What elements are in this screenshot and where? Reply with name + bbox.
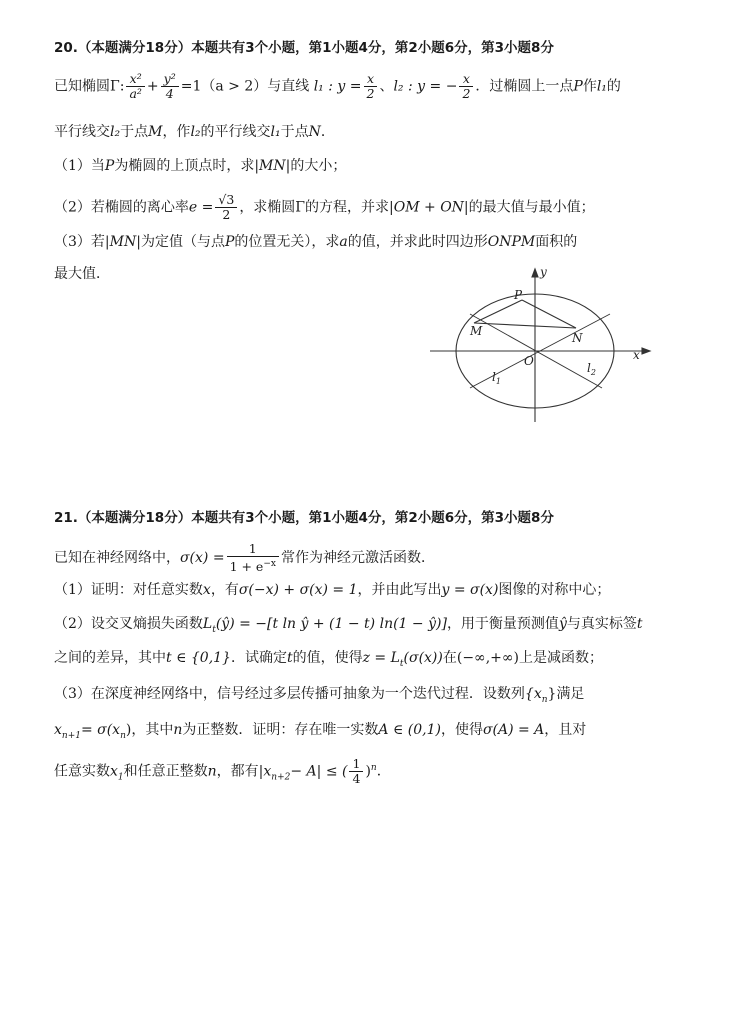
frac-den: 2 xyxy=(222,207,231,222)
frac-x-2 xyxy=(364,72,378,101)
t: （3）在深度神经网络中，信号经过多层传播可抽象为一个迭代过程．设数列 xyxy=(54,686,525,702)
quad-onpm: ONPM xyxy=(487,234,536,250)
frac-den: 4 xyxy=(352,771,361,786)
t: ，其中 xyxy=(131,722,174,738)
l2-sub: 2 xyxy=(590,368,596,377)
loss-l: L xyxy=(202,616,213,632)
t: 的平行线交 xyxy=(200,124,271,140)
q20-l1-eq: =1（a > 2）与直线 xyxy=(180,78,310,95)
q20-part3 xyxy=(54,232,693,252)
q20-part1 xyxy=(54,156,693,176)
rec-close: ) xyxy=(125,722,132,738)
l2-letter: l xyxy=(587,361,591,375)
z-sub: t xyxy=(399,658,404,669)
t: 于点 xyxy=(280,124,309,140)
label-l2 xyxy=(587,361,596,377)
t: ． xyxy=(320,124,335,140)
z-arg: (σ(x)) xyxy=(403,650,443,666)
t: ，有 xyxy=(210,582,239,598)
y-axis-arrow xyxy=(532,269,538,277)
t: 的大小； xyxy=(290,158,347,174)
var-n: n xyxy=(207,763,217,780)
t: 的值，并求此时四边形 xyxy=(347,234,488,250)
q21-part3-cont2 xyxy=(54,757,693,787)
ecc: e = xyxy=(188,199,214,216)
label-x: x xyxy=(633,348,640,362)
segment-pm xyxy=(474,300,522,323)
t: ，都有 xyxy=(216,763,259,780)
q20-l1-c: ．过椭圆上一点 xyxy=(475,78,574,95)
var-n: n xyxy=(173,722,183,738)
rec-sub1: n+1 xyxy=(61,730,81,741)
frac-y2-4 xyxy=(161,72,179,101)
frac-den: 2 xyxy=(462,86,471,101)
q21-header: 21.（本题满分18分）本题共有3个小题，第1小题4分，第2小题6分，第3小题8分 xyxy=(54,510,554,526)
q20-header: 20.（本题满分18分）本题共有3个小题，第1小题4分，第2小题6分，第3小题8分 xyxy=(54,40,554,56)
t: （1）当 xyxy=(54,158,105,174)
exp-n: n xyxy=(370,762,377,773)
frac-x2-a2 xyxy=(126,72,144,101)
var-l1: l₁ xyxy=(596,78,607,95)
frac-den xyxy=(227,557,279,574)
t: ，使得 xyxy=(440,722,483,738)
var-x1: x xyxy=(110,763,118,780)
t: 和任意正整数 xyxy=(123,763,208,780)
loss-eq: (ŷ) = −[t ln ŷ + (1 − t) ln(1 − ŷ)] xyxy=(215,616,447,632)
q20-l1-a: 已知椭圆Γ: xyxy=(54,78,125,95)
q21-part3 xyxy=(54,684,693,710)
var-l2: l₂ xyxy=(190,124,201,140)
t: 已知在神经网络中， xyxy=(54,550,180,567)
rec-eq: = σ(x xyxy=(80,722,121,738)
frac-num: y² xyxy=(161,72,179,87)
t: ，用于衡量预测值 xyxy=(446,616,559,632)
ineq-b: − A| ≤ ( xyxy=(290,763,348,780)
line-l2-eq: l₂ : y = − xyxy=(393,78,458,95)
x1-sub: 1 xyxy=(117,772,124,783)
t: 面积的 xyxy=(535,234,578,250)
var-p: P xyxy=(104,158,115,174)
q20-line1: 已知椭圆Γ: $\frac{\text{x²}}{\text{a²}}$ + $\frac{\text{y²}}{4}$ =1（a > 2）与直线 l₁ : y = $\frac{x}{2}$ 、l₂ : y = − $\frac{x}{2}$ ．过椭圆上一点P作l₁的 xyxy=(54,71,621,101)
frac-quarter xyxy=(349,757,363,786)
rec-x: x xyxy=(54,722,62,738)
frac-den: a² xyxy=(129,86,142,101)
t: ． xyxy=(376,763,391,780)
z-l: z = L xyxy=(362,650,400,666)
seq-close: } xyxy=(547,686,557,702)
frac-den: 2 xyxy=(366,86,375,101)
label-o: O xyxy=(524,354,534,368)
abs-mn: |MN| xyxy=(254,158,291,174)
t: 与真实标签 xyxy=(566,616,637,632)
label-m: M xyxy=(470,324,483,338)
sep: 、 xyxy=(379,78,394,95)
var-l2: l₂ xyxy=(110,124,121,140)
x-axis-arrow xyxy=(642,348,650,354)
t: 满足 xyxy=(556,686,585,702)
t: 的位置无关），求 xyxy=(234,234,340,250)
frac-sigmoid xyxy=(227,542,279,574)
t: ，并由此写出 xyxy=(357,582,442,598)
t: ，且对 xyxy=(544,722,587,738)
label-p: P xyxy=(514,288,523,302)
var-x: x xyxy=(202,582,211,598)
t: 图像的对称中心； xyxy=(498,582,611,598)
frac-num: √3 xyxy=(215,193,237,208)
t: 之间的差异，其中 xyxy=(54,650,166,666)
var-m: M xyxy=(148,124,163,140)
q20-part2 xyxy=(54,193,693,222)
t: 为正整数．证明：存在唯一实数 xyxy=(182,722,379,738)
den-exp: −x xyxy=(263,559,276,569)
paren-close: ) xyxy=(365,763,371,780)
t: （2）若椭圆的离心率 xyxy=(54,199,189,216)
t: （1）证明：对任意实数 xyxy=(54,582,203,598)
interval: (−∞,+∞) xyxy=(456,650,520,666)
t: 的值，使得 xyxy=(292,650,363,666)
label-y: y xyxy=(540,265,547,279)
sym-eq: σ(−x) + σ(x) = 1 xyxy=(238,582,358,598)
frac-num: 1 xyxy=(227,542,279,557)
q20-part3-cont: 最大值． xyxy=(54,266,110,282)
frac-num: 1 xyxy=(349,757,363,772)
var-a-range: A ∈ (0,1) xyxy=(378,722,441,738)
ineq-a: |x xyxy=(258,763,272,780)
t: 平行线交 xyxy=(54,124,110,140)
l1-letter: l xyxy=(492,370,496,384)
var-p: P xyxy=(224,234,235,250)
frac-den: 4 xyxy=(165,86,174,101)
y-sigma: y = σ(x) xyxy=(441,582,499,598)
label-n: N xyxy=(572,331,583,345)
var-p: P xyxy=(573,78,583,95)
t: 于点 xyxy=(120,124,149,140)
rec-sub2: n xyxy=(120,730,126,741)
sigma-def: σ(x) = xyxy=(180,550,225,567)
segment-pn xyxy=(522,300,576,328)
t: 任意实数 xyxy=(54,763,110,780)
t: 常作为神经元激活函数． xyxy=(280,550,435,567)
var-t: t xyxy=(636,616,643,632)
var-a: a xyxy=(339,234,348,250)
q20-l1-d: 作 xyxy=(582,78,597,95)
segment-mn xyxy=(474,323,576,328)
l1-sub: 1 xyxy=(495,377,501,386)
t: （2）设交叉熵损失函数 xyxy=(54,616,203,632)
loss-sub: t xyxy=(212,624,216,635)
t: 为椭圆的上顶点时，求 xyxy=(114,158,255,174)
ineq-sub: n+2 xyxy=(271,772,291,783)
abs-mn: |MN| xyxy=(104,234,141,250)
var-n: N xyxy=(308,124,321,140)
q20-line2 xyxy=(54,122,693,142)
seq-open: {x xyxy=(524,686,542,702)
frac-x-2b xyxy=(459,72,473,101)
t: ．试确定 xyxy=(230,650,287,666)
q20-l1-e: 的 xyxy=(606,78,621,95)
frac-sqrt3-2 xyxy=(215,193,237,222)
var-yhat: ŷ xyxy=(558,616,567,632)
q21-part2-cont xyxy=(54,648,693,674)
ellipse-figure xyxy=(420,262,660,427)
t: （3）若 xyxy=(54,234,105,250)
seq-sub: n xyxy=(541,694,548,705)
t: 为定值（与点 xyxy=(140,234,225,250)
q21-part1 xyxy=(54,580,693,600)
t: 在 xyxy=(442,650,457,666)
abs-om-on: |OM + ON| xyxy=(389,199,469,216)
t: 上是减函数； xyxy=(519,650,604,666)
frac-num: x xyxy=(364,72,378,87)
t: 的最大值与最小值； xyxy=(468,199,595,216)
den-base: 1 + e xyxy=(229,559,264,575)
line-l1-eq: l₁ : y = xyxy=(313,78,362,95)
q21-line1 xyxy=(54,542,693,574)
var-l1: l₁ xyxy=(270,124,281,140)
q21-part2 xyxy=(54,614,693,640)
q21-part3-cont1 xyxy=(54,720,693,746)
frac-num: x² xyxy=(126,72,144,87)
t: ，作 xyxy=(162,124,191,140)
var-t: t xyxy=(286,650,293,666)
set-t: t ∈ {0,1} xyxy=(166,650,231,666)
t: ，求椭圆Γ的方程，并求 xyxy=(239,199,390,216)
fixed-point: σ(A) = A xyxy=(482,722,545,738)
frac-num: x xyxy=(459,72,473,87)
